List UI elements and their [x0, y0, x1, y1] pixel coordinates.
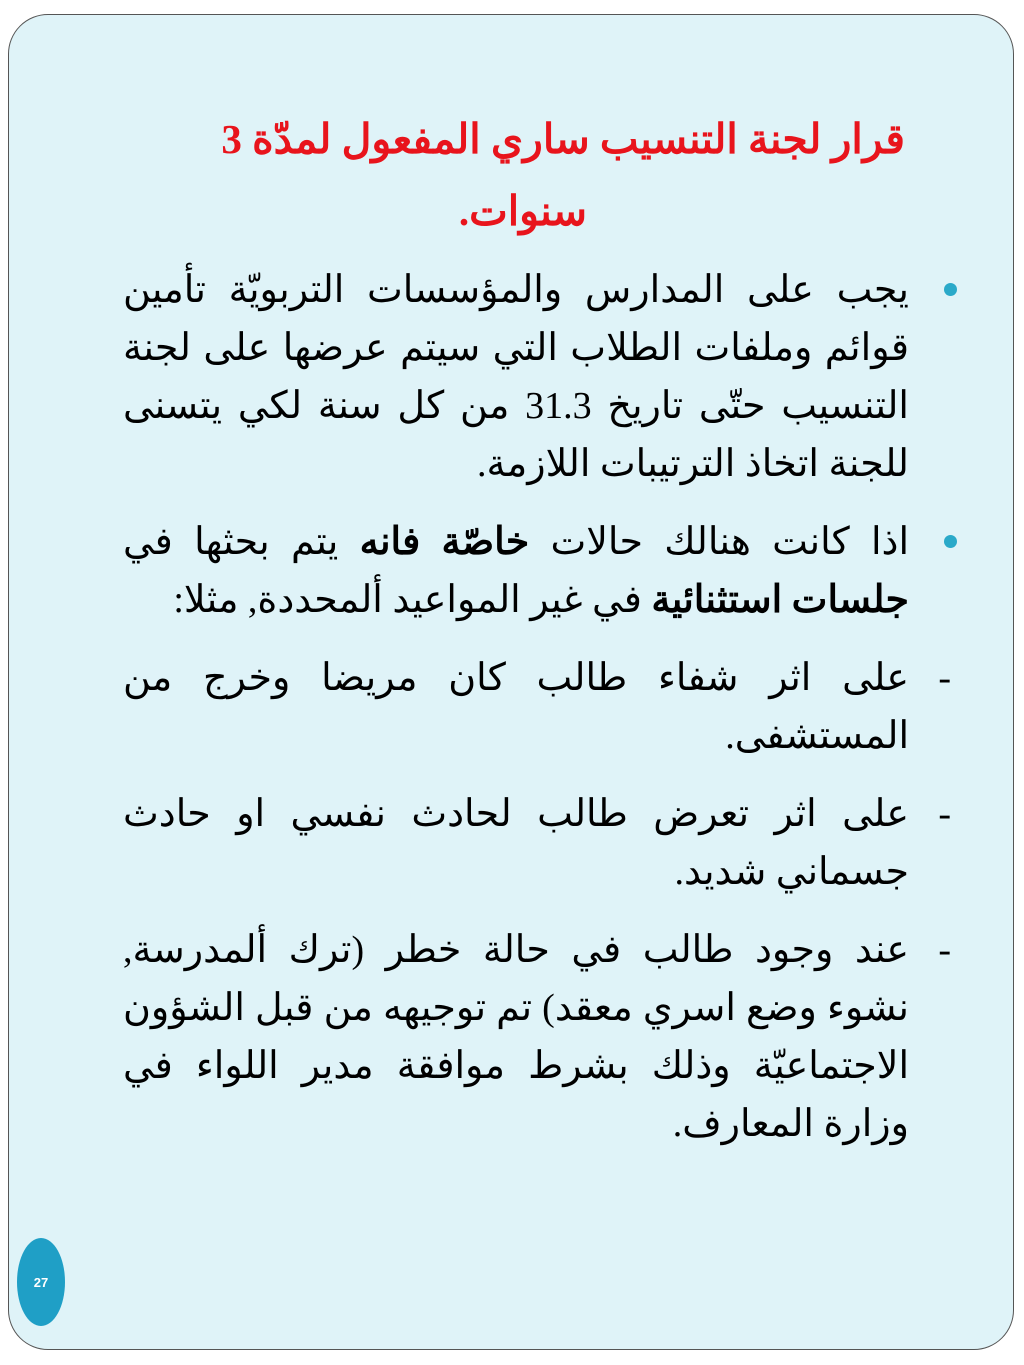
bold-text-special: خاصّة فانه: [359, 521, 530, 563]
title-line-2: سنوات.: [458, 188, 587, 234]
slide-title: [109, 103, 905, 247]
slide-frame: [8, 14, 1014, 1350]
bullet-text-part: اذا كانت هنالك حالات: [550, 521, 910, 563]
bullet-dot-icon: [944, 535, 957, 548]
dash-text: عند وجود طالب في حالة خطر (ترك ألمدرسة, نشوء وضع اسري معقد) تم توجيهه من قبل الشؤون الاجتماعيّة وذلك بشرط موافقة مدير اللواء في وزارة المعارف.: [123, 929, 909, 1145]
dash-marker: -: [938, 657, 951, 699]
bullet-text-part: يتم بحثها في: [123, 521, 339, 563]
dash-item-recovery: [123, 649, 951, 765]
bullet-item-special-cases: [123, 513, 909, 629]
bullet-text-part: في غير المواعيد ألمحددة, مثلا:: [173, 579, 642, 621]
bold-text-sessions: جلسات استثنائية: [651, 579, 909, 621]
page-number-badge: [17, 1238, 65, 1326]
dash-item-accident: [123, 785, 951, 901]
dash-text: على اثر شفاء طالب كان مريضا وخرج من المستشفى.: [123, 657, 909, 757]
title-line-1: قرار لجنة التنسيب ساري المفعول لمدّة 3: [221, 116, 905, 162]
dash-text: على اثر تعرض طالب لحادث نفسي او حادث جسماني شديد.: [123, 793, 909, 893]
bullet-text: يجب على المدارس والمؤسسات التربويّة تأمين قوائم وملفات الطلاب التي سيتم عرضها على لجنة التنسيب حتّى تاريخ 31.3 من كل سنة لكي يتسنى للجنة اتخاذ الترتيبات اللازمة.: [123, 269, 909, 485]
bullet-item-deadline: [123, 261, 909, 493]
dash-item-risk: [123, 921, 951, 1153]
bullet-dot-icon: [944, 283, 957, 296]
dash-marker: -: [938, 929, 951, 971]
page-number: 27: [33, 1274, 49, 1290]
slide-body: [123, 261, 951, 1173]
dash-marker: -: [938, 793, 951, 835]
